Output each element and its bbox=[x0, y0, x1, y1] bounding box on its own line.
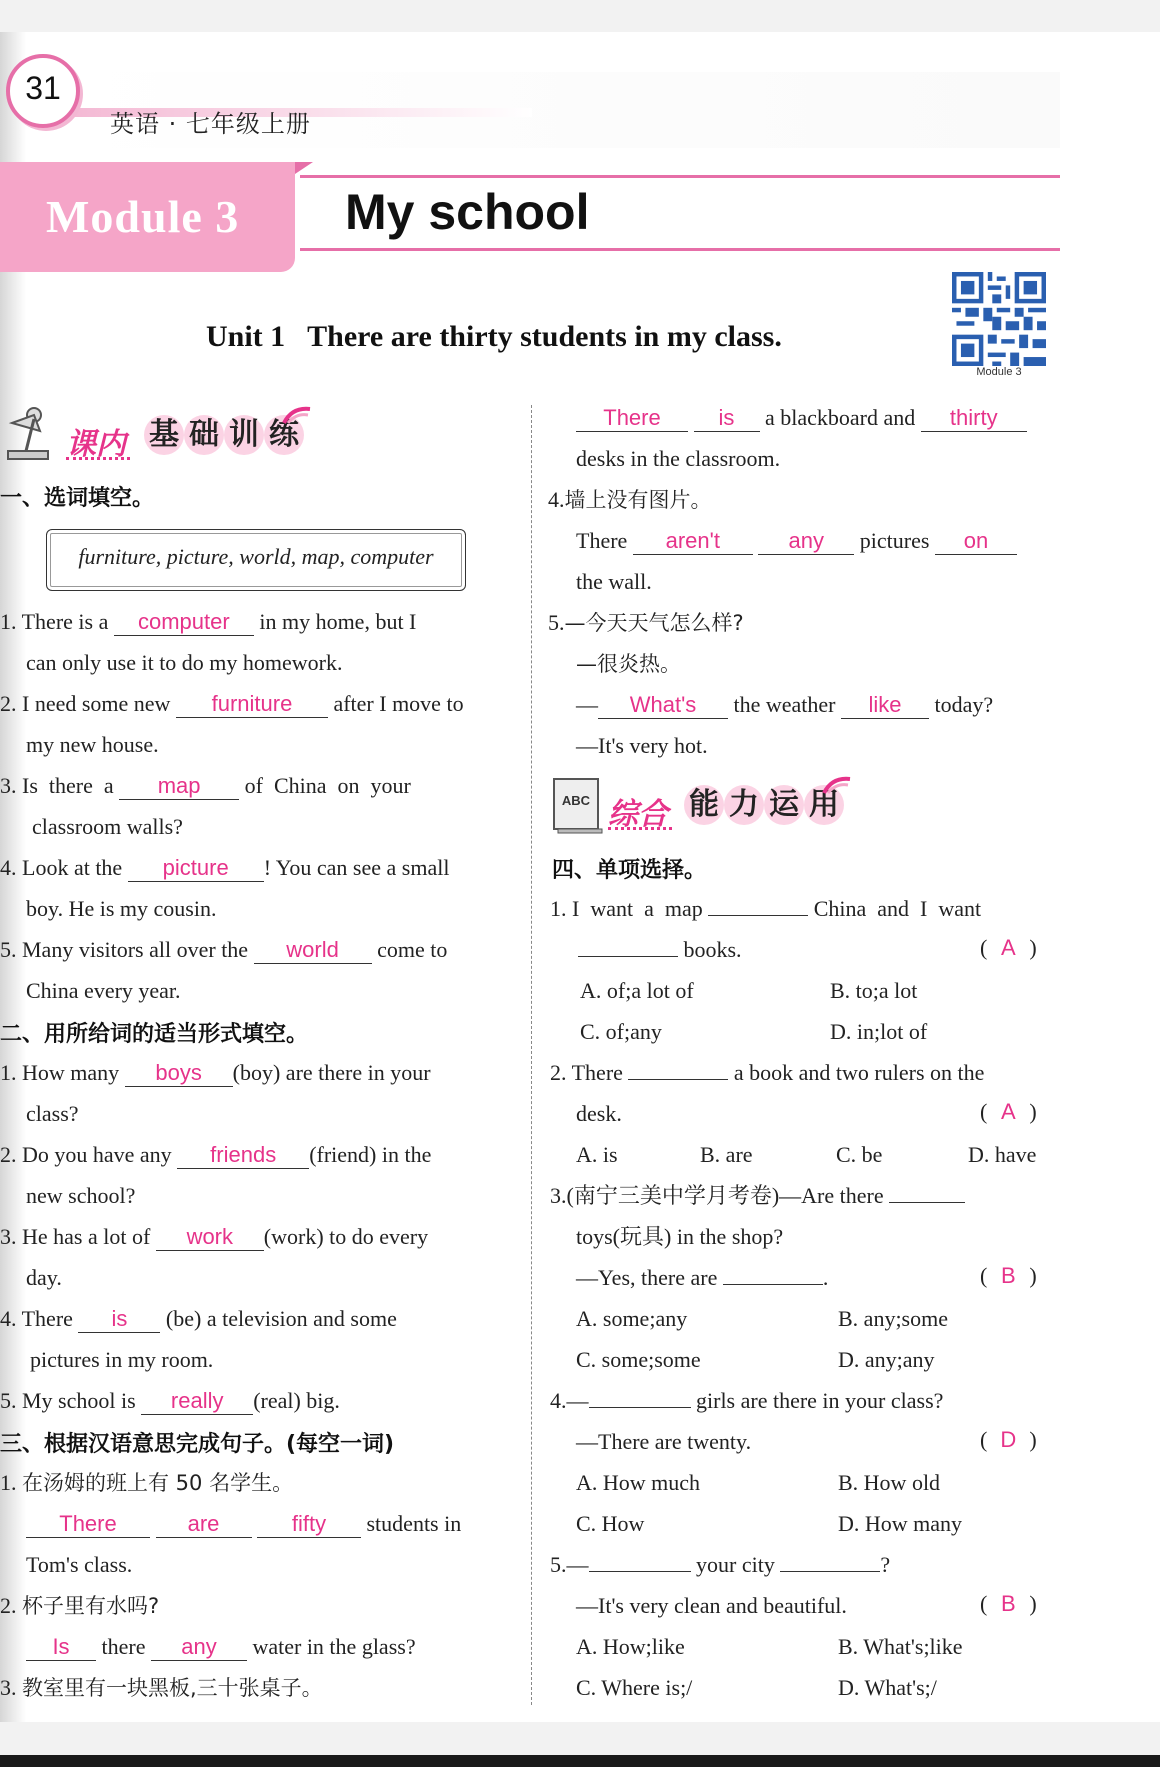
answer: boys bbox=[155, 1060, 202, 1085]
answer-bracket: ( D ) bbox=[980, 1427, 1037, 1452]
option: B. to;a lot bbox=[830, 978, 918, 1003]
option: B. are bbox=[700, 1142, 753, 1167]
option: B. any;some bbox=[838, 1306, 948, 1331]
abc-book-icon bbox=[550, 775, 606, 837]
answer: Is bbox=[52, 1634, 70, 1659]
question-line: 3. Is there a map of China on your bbox=[0, 773, 411, 798]
title-rule-top bbox=[300, 175, 1060, 178]
question-line: day. bbox=[26, 1265, 62, 1290]
swoosh-icon bbox=[282, 405, 312, 425]
question-line: 2. Do you have any friends (friend) in the bbox=[0, 1142, 432, 1167]
desk-lamp-icon bbox=[0, 405, 56, 467]
option: A. of;a lot of bbox=[580, 978, 694, 1003]
banner-char: 力 bbox=[724, 785, 764, 825]
question-line: 1. There is a computer in my home, but I bbox=[0, 609, 417, 634]
page-number-badge bbox=[6, 54, 80, 128]
answer: A bbox=[1000, 1099, 1016, 1124]
option: B. How old bbox=[838, 1470, 941, 1495]
question-line: 2. There a book and two rulers on the bbox=[550, 1060, 985, 1085]
answer: like bbox=[868, 692, 902, 717]
section-banner-in-class bbox=[0, 405, 320, 467]
section-heading: 四、单项选择。 bbox=[552, 858, 707, 883]
question-line: 5. My school is really (real) big. bbox=[0, 1388, 340, 1413]
word-bank: furniture, picture, world, map, computer bbox=[78, 544, 434, 569]
bottom-bar bbox=[0, 1755, 1160, 1767]
option: D. any;any bbox=[838, 1347, 935, 1372]
answer: There bbox=[603, 405, 661, 430]
question-line: boy. He is my cousin. bbox=[26, 896, 217, 921]
option: A. How;like bbox=[576, 1634, 685, 1659]
answer: any bbox=[788, 528, 825, 553]
question-line: Tom's class. bbox=[26, 1552, 133, 1577]
answer: B bbox=[1000, 1591, 1016, 1616]
question-line: — What's the weather like today? bbox=[576, 692, 994, 717]
banner-dots bbox=[608, 827, 672, 834]
question-line: There is a blackboard and thirty bbox=[576, 403, 1027, 433]
option: A. is bbox=[576, 1142, 618, 1167]
answer: any bbox=[181, 1634, 217, 1659]
question-line: 5.— your city ? bbox=[550, 1552, 891, 1577]
question-line: 1. I want a map China and I want bbox=[550, 896, 982, 921]
section-heading: 一、选词填空。 bbox=[0, 486, 155, 511]
question-line: 3. He has a lot of work (work) to do every bbox=[0, 1224, 429, 1249]
answer: fifty bbox=[291, 1511, 327, 1536]
question-line: can only use it to do my homework. bbox=[26, 650, 343, 675]
answer: world bbox=[286, 937, 339, 962]
question-line: 4. Look at the picture ! You can see a small bbox=[0, 855, 450, 880]
question-line: There are fifty students in bbox=[26, 1509, 461, 1539]
question-line: toys(玩具) in the shop? bbox=[576, 1224, 784, 1249]
question-line: There aren't any pictures on bbox=[576, 526, 1017, 556]
question-line: class? bbox=[26, 1101, 79, 1126]
question-line: 3.(南宁三美中学月考卷)—Are there bbox=[550, 1181, 965, 1211]
question-line: my new house. bbox=[26, 732, 159, 757]
qr-label: Module 3 bbox=[976, 366, 1022, 378]
question-line: classroom walls? bbox=[32, 814, 183, 839]
swoosh-icon bbox=[822, 775, 852, 795]
question-line: desk. bbox=[576, 1101, 622, 1126]
banner-char: 能 bbox=[684, 785, 724, 825]
page-number: 31 bbox=[25, 70, 61, 106]
question-line: 2. I need some new furniture after I move to bbox=[0, 691, 464, 716]
answer: furniture bbox=[211, 691, 293, 716]
option: C. be bbox=[836, 1142, 883, 1167]
option: B. What's;like bbox=[838, 1634, 963, 1659]
question-line: 4. There is (be) a television and some bbox=[0, 1306, 397, 1331]
question-line: 5. Many visitors all over the world come to bbox=[0, 937, 448, 962]
column-divider bbox=[531, 405, 532, 1705]
answer: friends bbox=[210, 1142, 277, 1167]
answer: is bbox=[718, 405, 735, 430]
option: C. some;some bbox=[576, 1347, 701, 1372]
answer: on bbox=[963, 528, 989, 553]
answer: aren't bbox=[665, 528, 720, 553]
section-banner-comprehensive bbox=[550, 775, 860, 837]
answer: are bbox=[187, 1511, 220, 1536]
answer-bracket: ( B ) bbox=[980, 1263, 1037, 1288]
option: D. have bbox=[968, 1142, 1037, 1167]
banner-dots bbox=[66, 457, 130, 464]
qr-code-icon[interactable] bbox=[952, 272, 1046, 366]
question-line: 1. 在汤姆的班上有 50 名学生。 bbox=[0, 1470, 294, 1495]
question-line: books. bbox=[578, 935, 742, 965]
banner-char: 基 bbox=[144, 415, 184, 455]
answer: thirty bbox=[949, 405, 998, 430]
answer-bracket: ( A ) bbox=[980, 1099, 1037, 1124]
title-rule-bottom bbox=[300, 248, 1060, 251]
banner-prefix: 课内 bbox=[66, 427, 126, 462]
answer-bracket: ( B ) bbox=[980, 1591, 1037, 1616]
question-line: China every year. bbox=[26, 978, 181, 1003]
option: C. Where is;/ bbox=[576, 1675, 693, 1700]
question-line: —It's very clean and beautiful. bbox=[576, 1593, 847, 1618]
answer: A bbox=[1000, 935, 1016, 960]
option: A. some;any bbox=[576, 1306, 688, 1331]
question-line: —There are twenty. bbox=[576, 1429, 752, 1454]
question-line: the wall. bbox=[576, 569, 652, 594]
answer: is bbox=[111, 1306, 128, 1331]
option: D. in;lot of bbox=[830, 1019, 928, 1044]
option: C. of;any bbox=[580, 1019, 662, 1044]
module-label: Module 3 bbox=[46, 191, 240, 242]
question-line: 2. 杯子里有水吗? bbox=[0, 1593, 160, 1618]
question-line: desks in the classroom. bbox=[576, 446, 781, 471]
answer-bracket: ( A ) bbox=[980, 935, 1037, 960]
answer: B bbox=[1000, 1263, 1016, 1288]
question-line: Is there any water in the glass? bbox=[26, 1632, 416, 1662]
option: A. How much bbox=[576, 1470, 701, 1495]
module-tab-corner bbox=[295, 162, 313, 174]
answer: computer bbox=[137, 609, 230, 634]
answer: really bbox=[170, 1388, 224, 1413]
module-title: My school bbox=[345, 184, 590, 240]
answer: D bbox=[1000, 1427, 1017, 1452]
question-line: 4.— girls are there in your class? bbox=[550, 1388, 944, 1413]
banner-char: 训 bbox=[224, 415, 264, 455]
question-line: 4.墙上没有图片。 bbox=[548, 487, 712, 512]
answer: There bbox=[59, 1511, 117, 1536]
banner-prefix: 综合 bbox=[608, 797, 668, 832]
unit-title: Unit 1 There are thirty students in my class. bbox=[206, 320, 782, 353]
question-line: new school? bbox=[26, 1183, 136, 1208]
banner-char: 运 bbox=[764, 785, 804, 825]
banner-char: 练 bbox=[264, 415, 304, 455]
question-line: —It's very hot. bbox=[576, 733, 708, 758]
svg-text:ABC: ABC bbox=[561, 793, 591, 808]
section-heading: 二、用所给词的适当形式填空。 bbox=[0, 1022, 309, 1047]
option: D. How many bbox=[838, 1511, 963, 1536]
option: C. How bbox=[576, 1511, 645, 1536]
book-title: 英语 · 七年级上册 bbox=[110, 110, 311, 138]
question-line: 1. How many boys (boy) are there in your bbox=[0, 1060, 431, 1085]
question-line: —Yes, there are . bbox=[576, 1265, 829, 1290]
banner-char: 础 bbox=[184, 415, 224, 455]
answer: What's bbox=[629, 692, 697, 717]
answer: work bbox=[186, 1224, 234, 1249]
question-line: pictures in my room. bbox=[30, 1347, 214, 1372]
option: D. What's;/ bbox=[838, 1675, 937, 1700]
question-line: 3. 教室里有一块黑板,三十张桌子。 bbox=[0, 1675, 323, 1700]
word-bank-box bbox=[46, 529, 466, 591]
question-line: —很炎热。 bbox=[576, 652, 681, 676]
question-line: 5.—今天天气怎么样? bbox=[548, 610, 744, 635]
answer: map bbox=[157, 773, 201, 798]
answer: picture bbox=[162, 855, 229, 880]
section-heading: 三、根据汉语意思完成句子。(每空一词) bbox=[0, 1432, 395, 1457]
banner-char: 用 bbox=[804, 785, 844, 825]
